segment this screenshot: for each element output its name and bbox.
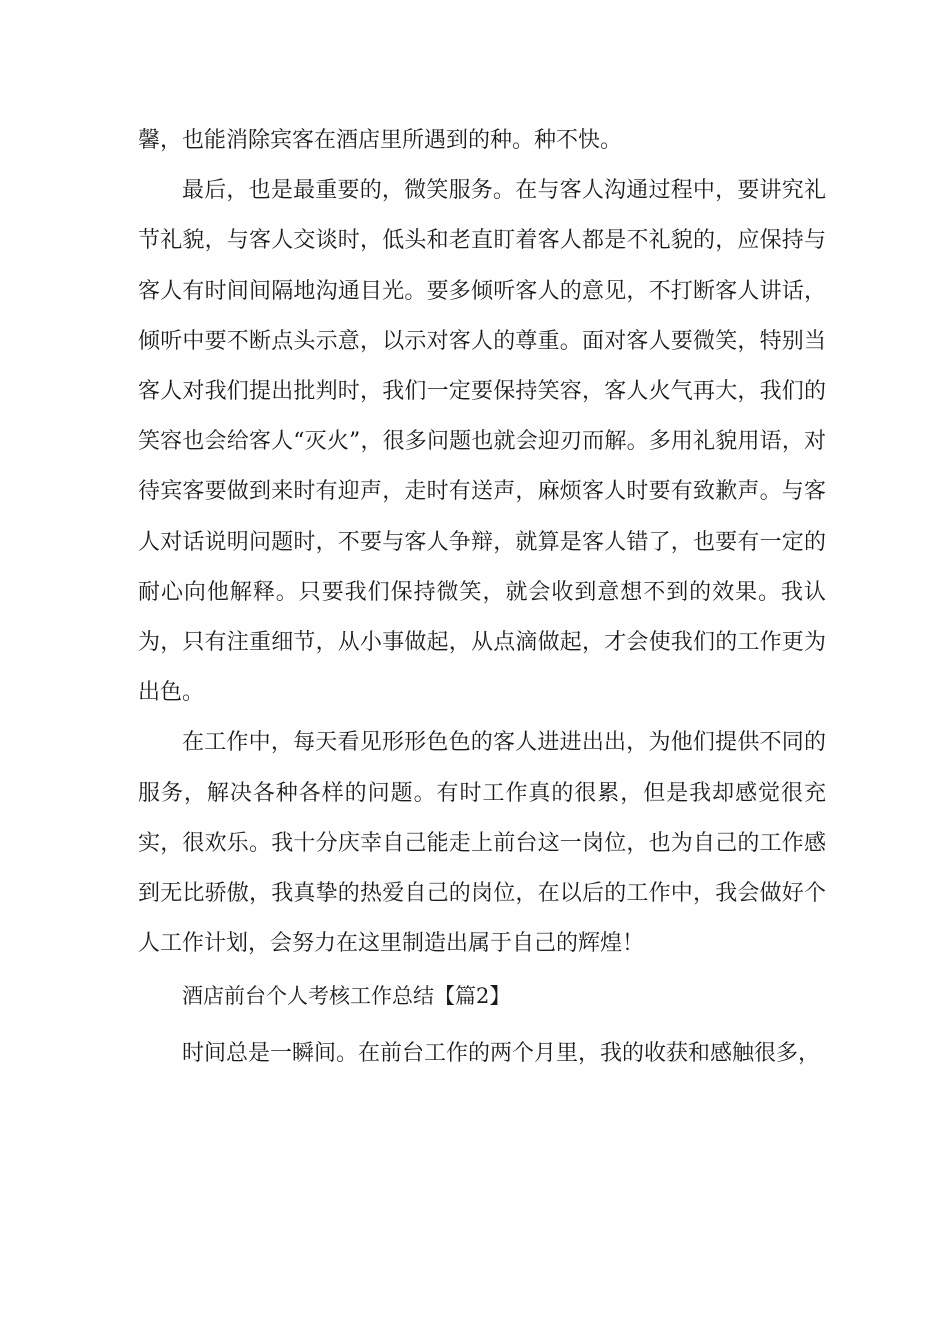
paragraph-1: 馨，也能消除宾客在酒店里所遇到的种。种不快。 — [138, 128, 623, 153]
paragraph-4: 时间总是一瞬间。在前台工作的两个月里，我的收获和感触很多， — [182, 1041, 821, 1067]
paragraph-2: 最后，也是最重要的，微笑服务。在与客人沟通过程中，要讲究礼节礼貌，与客人交谈时，低头和老直盯着客人都是不礼貌的，应保持与客人有时间间隔地沟通目光。要多倾听客人的意见，不打断客人讲话，倾听中要不断点头示意，以示对客人的尊重。面对客人要微笑，特别当客人对我们提出批判时，我们一定要保持笑容，客人火气再大，我们的笑容也会给客人“灭火”，很多问题也就会迎刃而解。多用礼貌用语，对待宾客要做到来时有迎声，走时有送声，麻烦客人时要有致歉声。与客人对话说明问题时，不要与客人争辩，就算是客人错了，也要有一定的耐心向他解释。只要我们保持微笑，就会收到意想不到的效果。我认为，只有注重细节，从小事做起，从点滴做起，才会使我们的工作更为出色。 — [138, 178, 826, 706]
section-heading: 酒店前台个人考核工作总结【篇2】 — [182, 984, 511, 1009]
document-page — [138, 116, 826, 1080]
paragraph-3: 在工作中，每天看见形形色色的客人进进出出，为他们提供不同的服务，解决各种各样的问题。有时工作真的很累，但是我却感觉很充实，很欢乐。我十分庆幸自己能走上前台这一岗位，也为自己的工作感到无比骄傲，我真挚的热爱自己的岗位，在以后的工作中，我会做好个人工作计划，会努力在这里制造出属于自己的辉煌！ — [138, 730, 826, 957]
